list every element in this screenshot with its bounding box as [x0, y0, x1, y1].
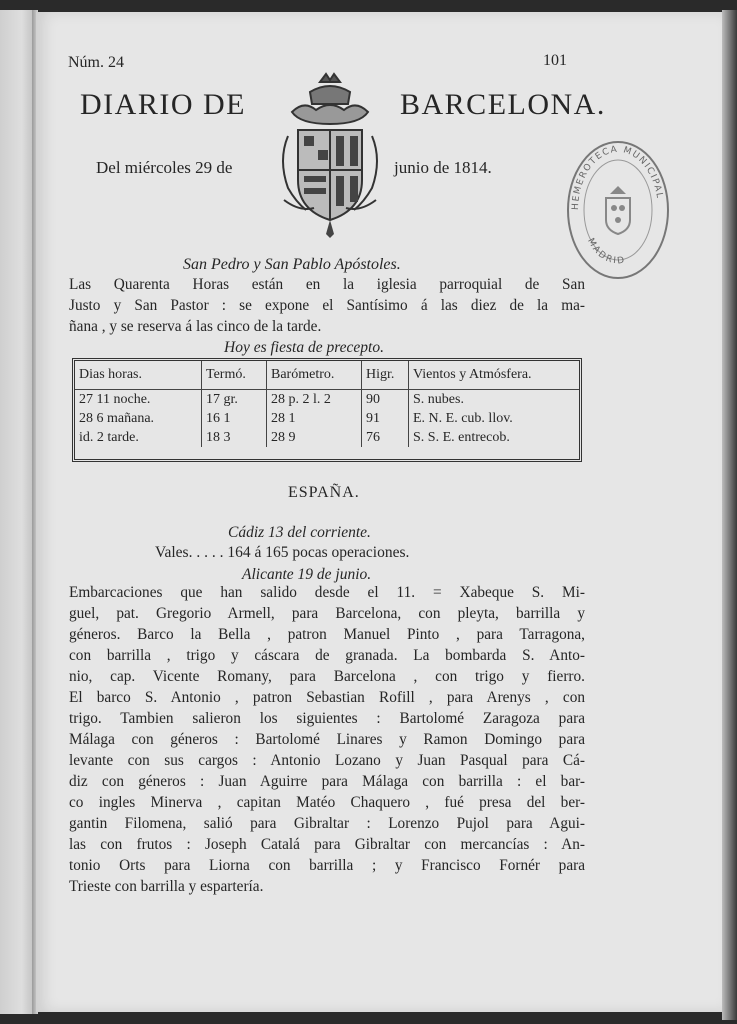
- dateline-alicante: Alicante 19 de junio.: [242, 566, 372, 583]
- religious-line: Justo y San Pastor : se expone el Santísimo á las diez de la ma-: [69, 297, 585, 314]
- issue-number: Núm. 24: [68, 54, 124, 71]
- weather-header-cell: Termó.: [202, 361, 267, 390]
- news-line: Embarcaciones que han salido desde el 11. = Xabeque S. Mi-: [69, 584, 585, 601]
- masthead-title-right: BARCELONA.: [400, 88, 606, 121]
- saints-of-day: San Pedro y San Pablo Apóstoles.: [183, 256, 401, 273]
- news-line: trigo. Tambien salieron los siguientes : Bartolomé Zaragoza para: [69, 710, 585, 727]
- vales-quote: Vales. . . . . 164 á 165 pocas operaciones.: [155, 544, 410, 561]
- dateline-cadiz: Cádiz 13 del corriente.: [228, 524, 371, 541]
- page-right-edge: [722, 10, 737, 1020]
- stamp-crest-icon: [606, 186, 630, 234]
- news-line: diz con géneros : Juan Aguirre para Málaga con barrilla : el bar-: [69, 773, 585, 790]
- weather-cell: E. N. E. cub. llov.: [413, 410, 513, 426]
- news-line: nio, cap. Vicente Romany, para Barcelona , con trigo y fierro.: [69, 668, 585, 685]
- weather-cell: S. S. E. entrecob.: [413, 429, 510, 445]
- library-stamp: [562, 136, 674, 284]
- coat-of-arms-icon: [270, 70, 390, 240]
- issue-date-right: junio de 1814.: [394, 158, 492, 177]
- weather-cell: 28 p. 2 l. 2: [267, 390, 362, 410]
- news-line: co ingles Minerva , capitan Matéo Chaquero , fué presa del ber-: [69, 794, 585, 811]
- weather-cell: 16 1: [202, 409, 267, 428]
- news-line: gantin Filomena, salió para Gibraltar : Lorenzo Pujol para Agui-: [69, 815, 585, 832]
- religious-line: Las Quarenta Horas están en la iglesia parroquial de San: [69, 276, 585, 293]
- news-line: levante con sus cargos : Antonio Lozano y Juan Pasqual para Cá-: [69, 752, 585, 769]
- news-line: guel, pat. Gregorio Armell, para Barcelona, con pleyta, barrilla y: [69, 605, 585, 622]
- news-line: las con frutos : Joseph Catalá para Gibraltar con mercancías : An-: [69, 836, 585, 853]
- section-heading: ESPAÑA.: [288, 484, 360, 501]
- weather-cell: 28 1: [267, 409, 362, 428]
- news-line: El barco S. Antonio , patron Sebastian Rofill , para Arenys , con: [69, 689, 585, 706]
- page-number: 101: [543, 52, 567, 69]
- religious-line: ñana , y se reserva á las cinco de la tarde.: [69, 318, 322, 335]
- previous-page-edge: [0, 10, 36, 1014]
- weather-cell: id. 2 tarde.: [75, 428, 202, 447]
- issue-date-left: Del miércoles 29 de: [96, 158, 233, 177]
- weather-row: [75, 390, 579, 410]
- weather-cell: S. nubes.: [413, 391, 464, 407]
- news-line: géneros. Barco la Bella , patron Manuel Pinto , para Tarragona,: [69, 626, 585, 643]
- weather-header-cell: Barómetro.: [267, 361, 362, 390]
- weather-row: [75, 409, 579, 428]
- weather-row: [75, 428, 579, 447]
- masthead-title-left: DIARIO DE: [80, 88, 246, 121]
- weather-cell: 28 6 mañana.: [75, 409, 202, 428]
- weather-cell: 17 gr.: [202, 390, 267, 410]
- svg-text:MADRID: [585, 237, 627, 267]
- stamp-text-bottom: MADRID: [585, 236, 627, 267]
- weather-header-cell: Vientos y Atmósfera.: [409, 361, 580, 390]
- weather-cell: 28 9: [267, 428, 362, 447]
- stamp-text-top: HEMEROTECA MUNICIPAL: [570, 144, 665, 211]
- weather-table: [72, 358, 582, 462]
- weather-cell: 76: [362, 428, 409, 447]
- weather-cell: 18 3: [202, 428, 267, 447]
- weather-header-row: [75, 361, 579, 390]
- news-line: con barrilla , trigo y cáscara de granada. La bombarda S. Anto-: [69, 647, 585, 664]
- weather-header-cell: Dias horas.: [75, 361, 202, 390]
- weather-header-cell: Higr.: [362, 361, 409, 390]
- weather-cell: 27 11 noche.: [75, 390, 202, 410]
- weather-cell: 91: [362, 409, 409, 428]
- feast-notice: Hoy es fiesta de precepto.: [224, 339, 384, 356]
- news-line: Málaga con géneros : Bartolomé Linares y Ramon Domingo para: [69, 731, 585, 748]
- weather-cell: 90: [362, 390, 409, 410]
- news-line: tonio Orts para Liorna con barrilla ; y Francisco Fornér para: [69, 857, 585, 874]
- news-line: Trieste con barrilla y espartería.: [69, 878, 264, 895]
